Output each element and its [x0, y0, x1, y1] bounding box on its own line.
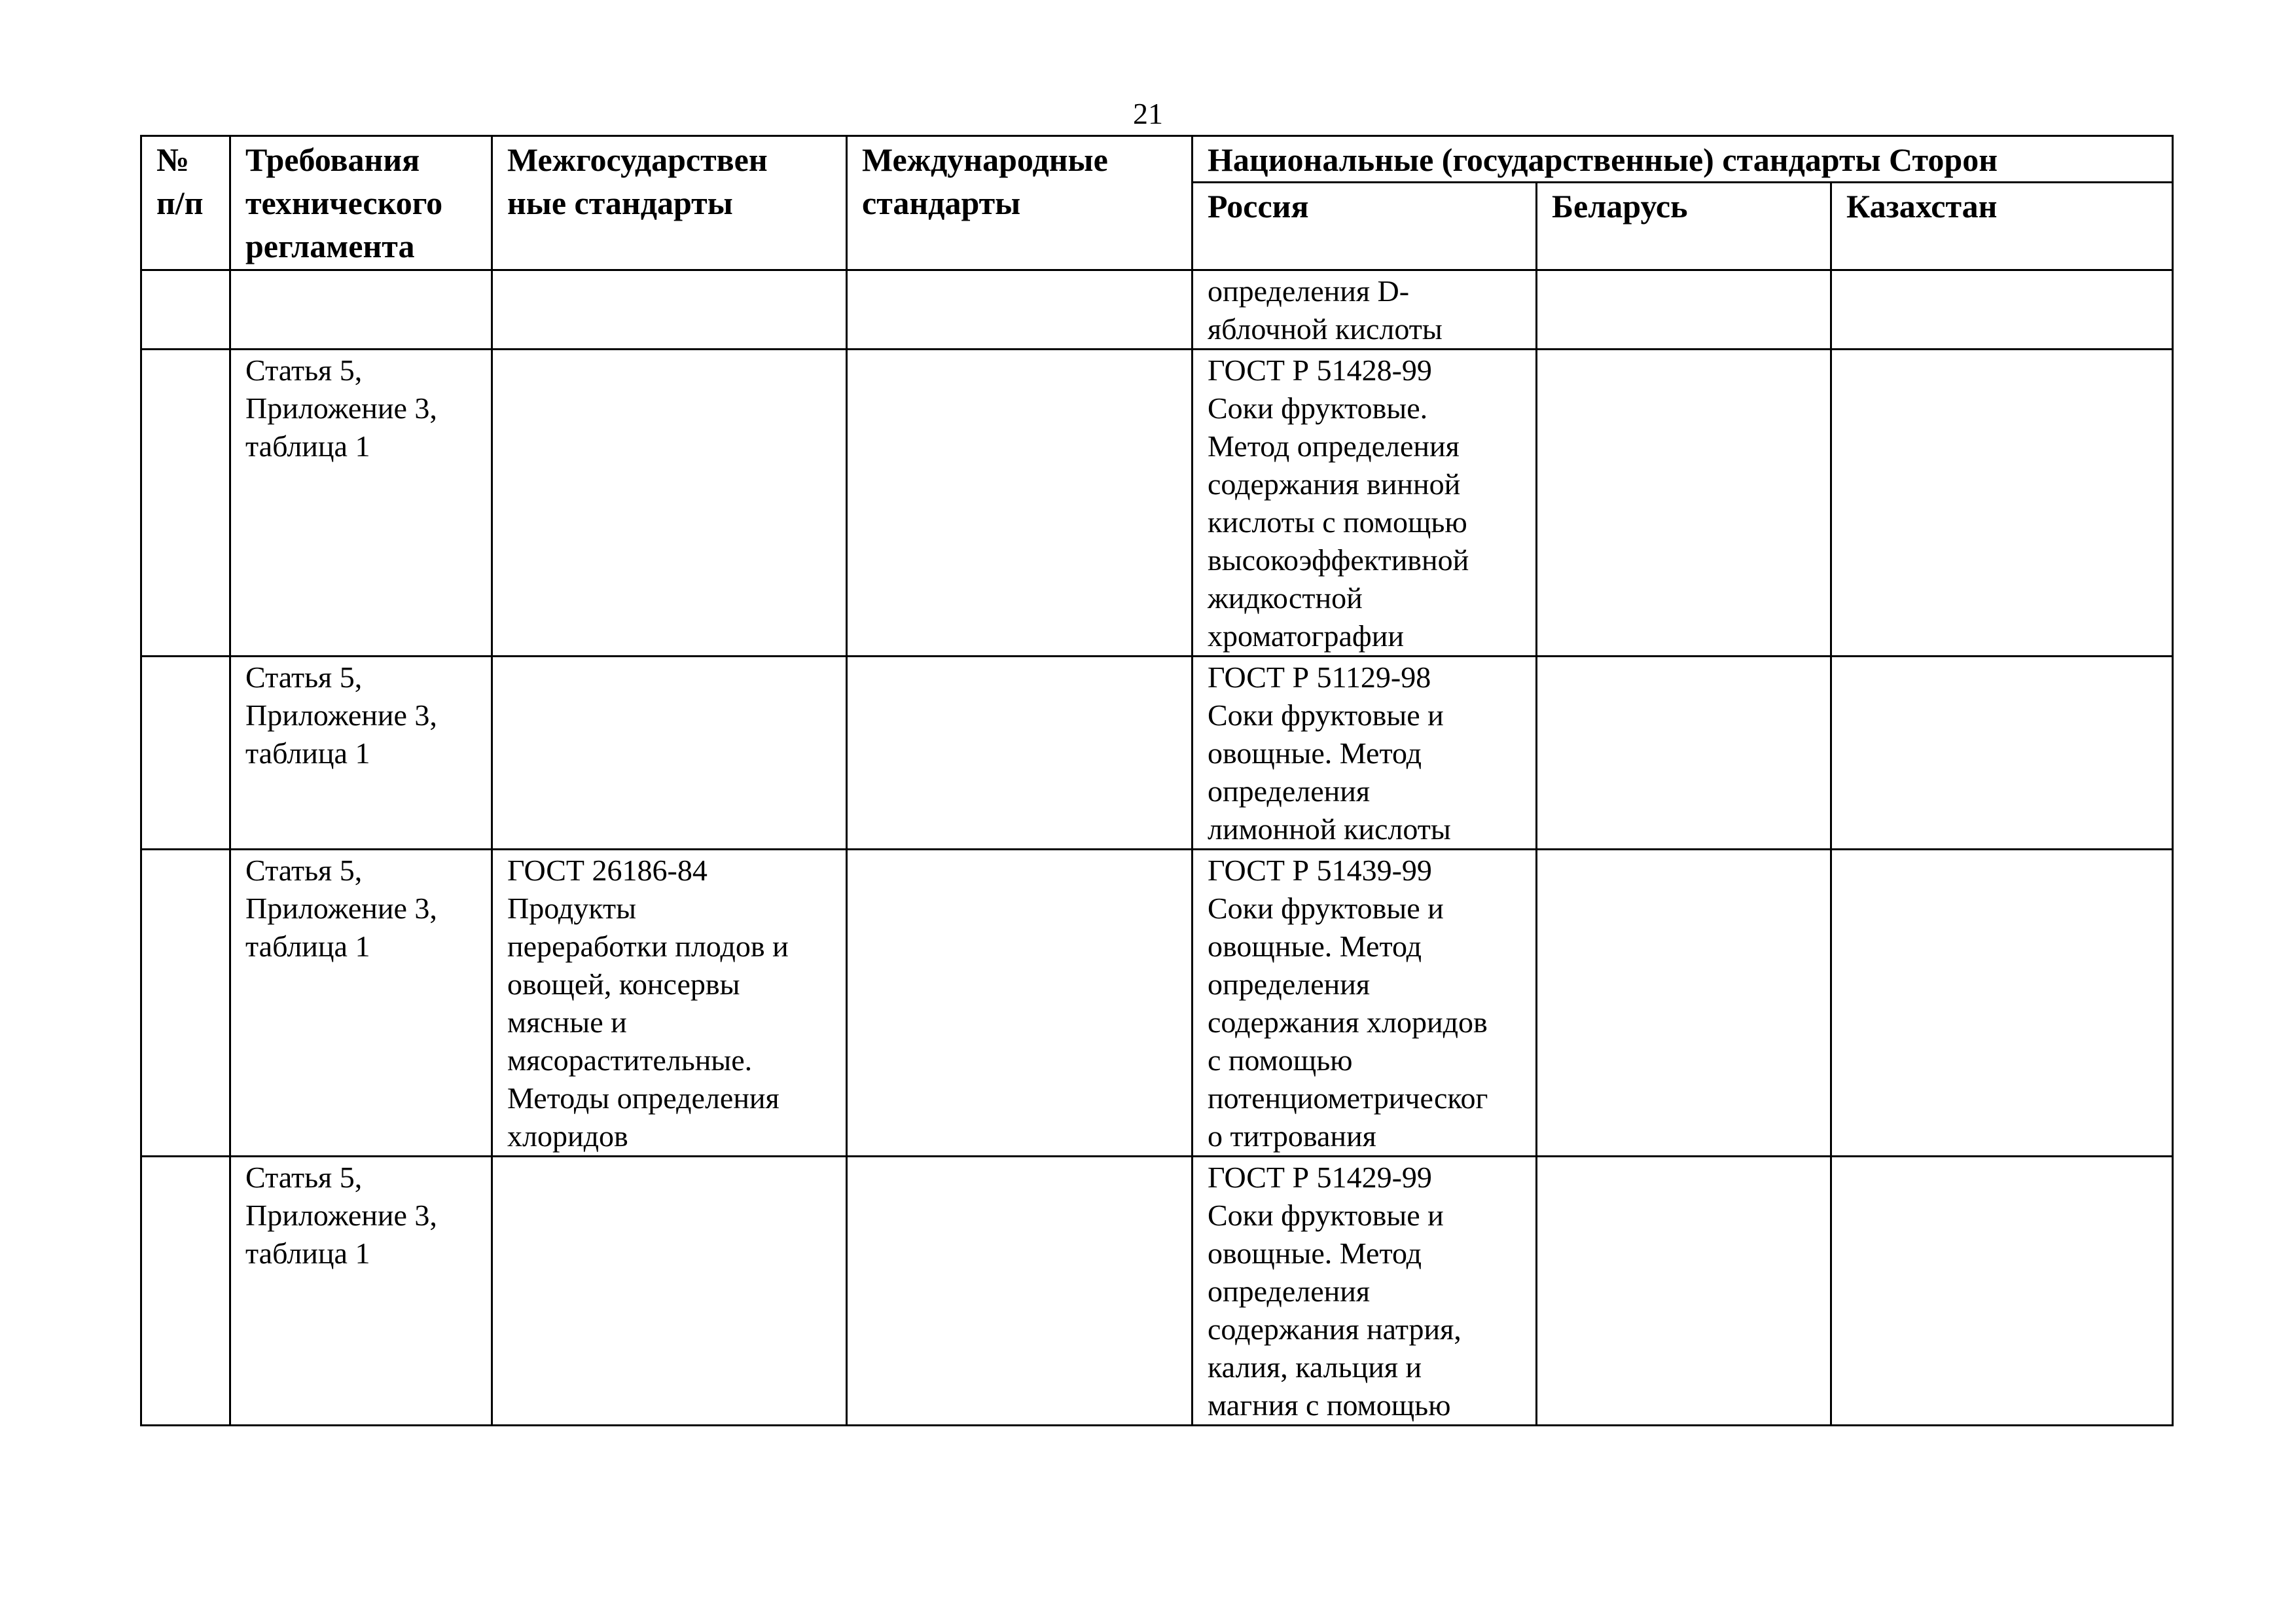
- cell-belarus: [1537, 1157, 1831, 1426]
- cell-kazakhstan: [1831, 850, 2173, 1157]
- cell-requirement: [230, 350, 492, 657]
- cell-text-line: Соки фруктовые и: [1208, 1199, 1444, 1232]
- cell-text-line: переработки плодов и: [507, 929, 789, 963]
- cell-num: [141, 657, 230, 850]
- header-interstate: Межгосударствен ные стандарты: [492, 136, 847, 270]
- cell-belarus: [1537, 350, 1831, 657]
- cell-requirement: [230, 850, 492, 1157]
- cell-text-line: хлоридов: [507, 1119, 628, 1153]
- cell-russia: [1193, 657, 1537, 850]
- cell-text-line: Соки фруктовые и: [1208, 892, 1444, 925]
- header-num: № п/п: [141, 136, 230, 270]
- header-international: Международные стандарты: [847, 136, 1193, 270]
- cell-text-line: таблица 1: [245, 929, 370, 963]
- cell-text-line: Статья 5,: [245, 353, 363, 387]
- cell-text-line: ГОСТ Р 51129-98: [1208, 660, 1431, 694]
- cell-text-line: таблица 1: [245, 1236, 370, 1270]
- cell-text-line: жидкостной: [1208, 581, 1363, 615]
- cell-text-line: кислоты с помощью: [1208, 505, 1467, 539]
- header-national: Национальные (государственные) стандарты Сторон: [1193, 136, 2173, 183]
- cell-num: [141, 270, 230, 350]
- cell-belarus: [1537, 657, 1831, 850]
- table-row: [141, 850, 2173, 1157]
- cell-kazakhstan: [1831, 657, 2173, 850]
- cell-international: [847, 1157, 1193, 1426]
- cell-text-line: определения: [1208, 967, 1371, 1001]
- cell-belarus: [1537, 850, 1831, 1157]
- cell-international: [847, 657, 1193, 850]
- cell-text-line: определения D-: [1208, 274, 1410, 308]
- cell-text-line: мясные и: [507, 1005, 627, 1039]
- header-russia: Россия: [1193, 183, 1537, 270]
- cell-text-line: овощей, консервы: [507, 967, 740, 1001]
- cell-num: [141, 350, 230, 657]
- cell-text-line: Методы определения: [507, 1081, 780, 1115]
- cell-text-line: о титрования: [1208, 1119, 1376, 1153]
- cell-text-line: магния с помощью: [1208, 1388, 1451, 1422]
- cell-text-line: определения: [1208, 774, 1371, 808]
- cell-text-line: ГОСТ Р 51429-99: [1208, 1161, 1432, 1194]
- cell-interstate: [492, 270, 847, 350]
- cell-text-line: Соки фруктовые.: [1208, 391, 1428, 425]
- cell-russia: [1193, 350, 1537, 657]
- cell-text-line: Приложение 3,: [245, 698, 437, 732]
- cell-text-line: содержания винной: [1208, 467, 1461, 501]
- cell-text-line: ГОСТ Р 51428-99: [1208, 353, 1432, 387]
- header-belarus: Беларусь: [1537, 183, 1831, 270]
- cell-text-line: Метод определения: [1208, 429, 1460, 463]
- cell-russia: [1193, 850, 1537, 1157]
- cell-requirement: [230, 270, 492, 350]
- cell-text-line: Статья 5,: [245, 660, 363, 694]
- standards-table: [140, 135, 2174, 1426]
- cell-kazakhstan: [1831, 350, 2173, 657]
- table-row: [141, 1157, 2173, 1426]
- cell-text-line: Статья 5,: [245, 854, 363, 887]
- header-kazakhstan: Казахстан: [1831, 183, 2173, 270]
- cell-text-line: содержания хлоридов: [1208, 1005, 1488, 1039]
- cell-international: [847, 350, 1193, 657]
- cell-text-line: овощные. Метод: [1208, 929, 1422, 963]
- cell-text-line: определения: [1208, 1274, 1371, 1308]
- cell-text-line: овощные. Метод: [1208, 736, 1422, 770]
- table-body: [141, 270, 2173, 1426]
- cell-requirement: [230, 1157, 492, 1426]
- cell-interstate: [492, 350, 847, 657]
- cell-international: [847, 850, 1193, 1157]
- cell-text-line: Приложение 3,: [245, 391, 437, 425]
- cell-text-line: Приложение 3,: [245, 1199, 437, 1232]
- cell-russia: [1193, 1157, 1537, 1426]
- cell-text-line: Статья 5,: [245, 1161, 363, 1194]
- header-requirements: Требования технического регламента: [230, 136, 492, 270]
- table-row: [141, 270, 2173, 350]
- cell-text-line: яблочной кислоты: [1208, 312, 1443, 346]
- cell-interstate: [492, 1157, 847, 1426]
- cell-interstate: [492, 657, 847, 850]
- cell-text-line: таблица 1: [245, 429, 370, 463]
- cell-interstate: [492, 850, 847, 1157]
- cell-text-line: высокоэффективной: [1208, 543, 1469, 577]
- cell-belarus: [1537, 270, 1831, 350]
- cell-text-line: содержания натрия,: [1208, 1312, 1462, 1346]
- table-row: [141, 350, 2173, 657]
- cell-text-line: ГОСТ 26186-84: [507, 854, 708, 887]
- cell-text-line: мясорастительные.: [507, 1043, 753, 1077]
- cell-text-line: ГОСТ Р 51439-99: [1208, 854, 1432, 887]
- cell-requirement: [230, 657, 492, 850]
- cell-international: [847, 270, 1193, 350]
- cell-russia: [1193, 270, 1537, 350]
- table-header: [141, 136, 2173, 270]
- cell-text-line: овощные. Метод: [1208, 1236, 1422, 1270]
- page-number: 21: [1133, 97, 1163, 130]
- cell-text-line: таблица 1: [245, 736, 370, 770]
- cell-text-line: потенциометрическог: [1208, 1081, 1488, 1115]
- table-row: [141, 657, 2173, 850]
- cell-text-line: хроматографии: [1208, 619, 1404, 653]
- cell-num: [141, 850, 230, 1157]
- cell-num: [141, 1157, 230, 1426]
- cell-text-line: Соки фруктовые и: [1208, 698, 1444, 732]
- cell-kazakhstan: [1831, 1157, 2173, 1426]
- cell-text-line: лимонной кислоты: [1208, 812, 1451, 846]
- cell-kazakhstan: [1831, 270, 2173, 350]
- cell-text-line: Приложение 3,: [245, 892, 437, 925]
- cell-text-line: Продукты: [507, 892, 637, 925]
- cell-text-line: с помощью: [1208, 1043, 1353, 1077]
- cell-text-line: калия, кальция и: [1208, 1350, 1422, 1384]
